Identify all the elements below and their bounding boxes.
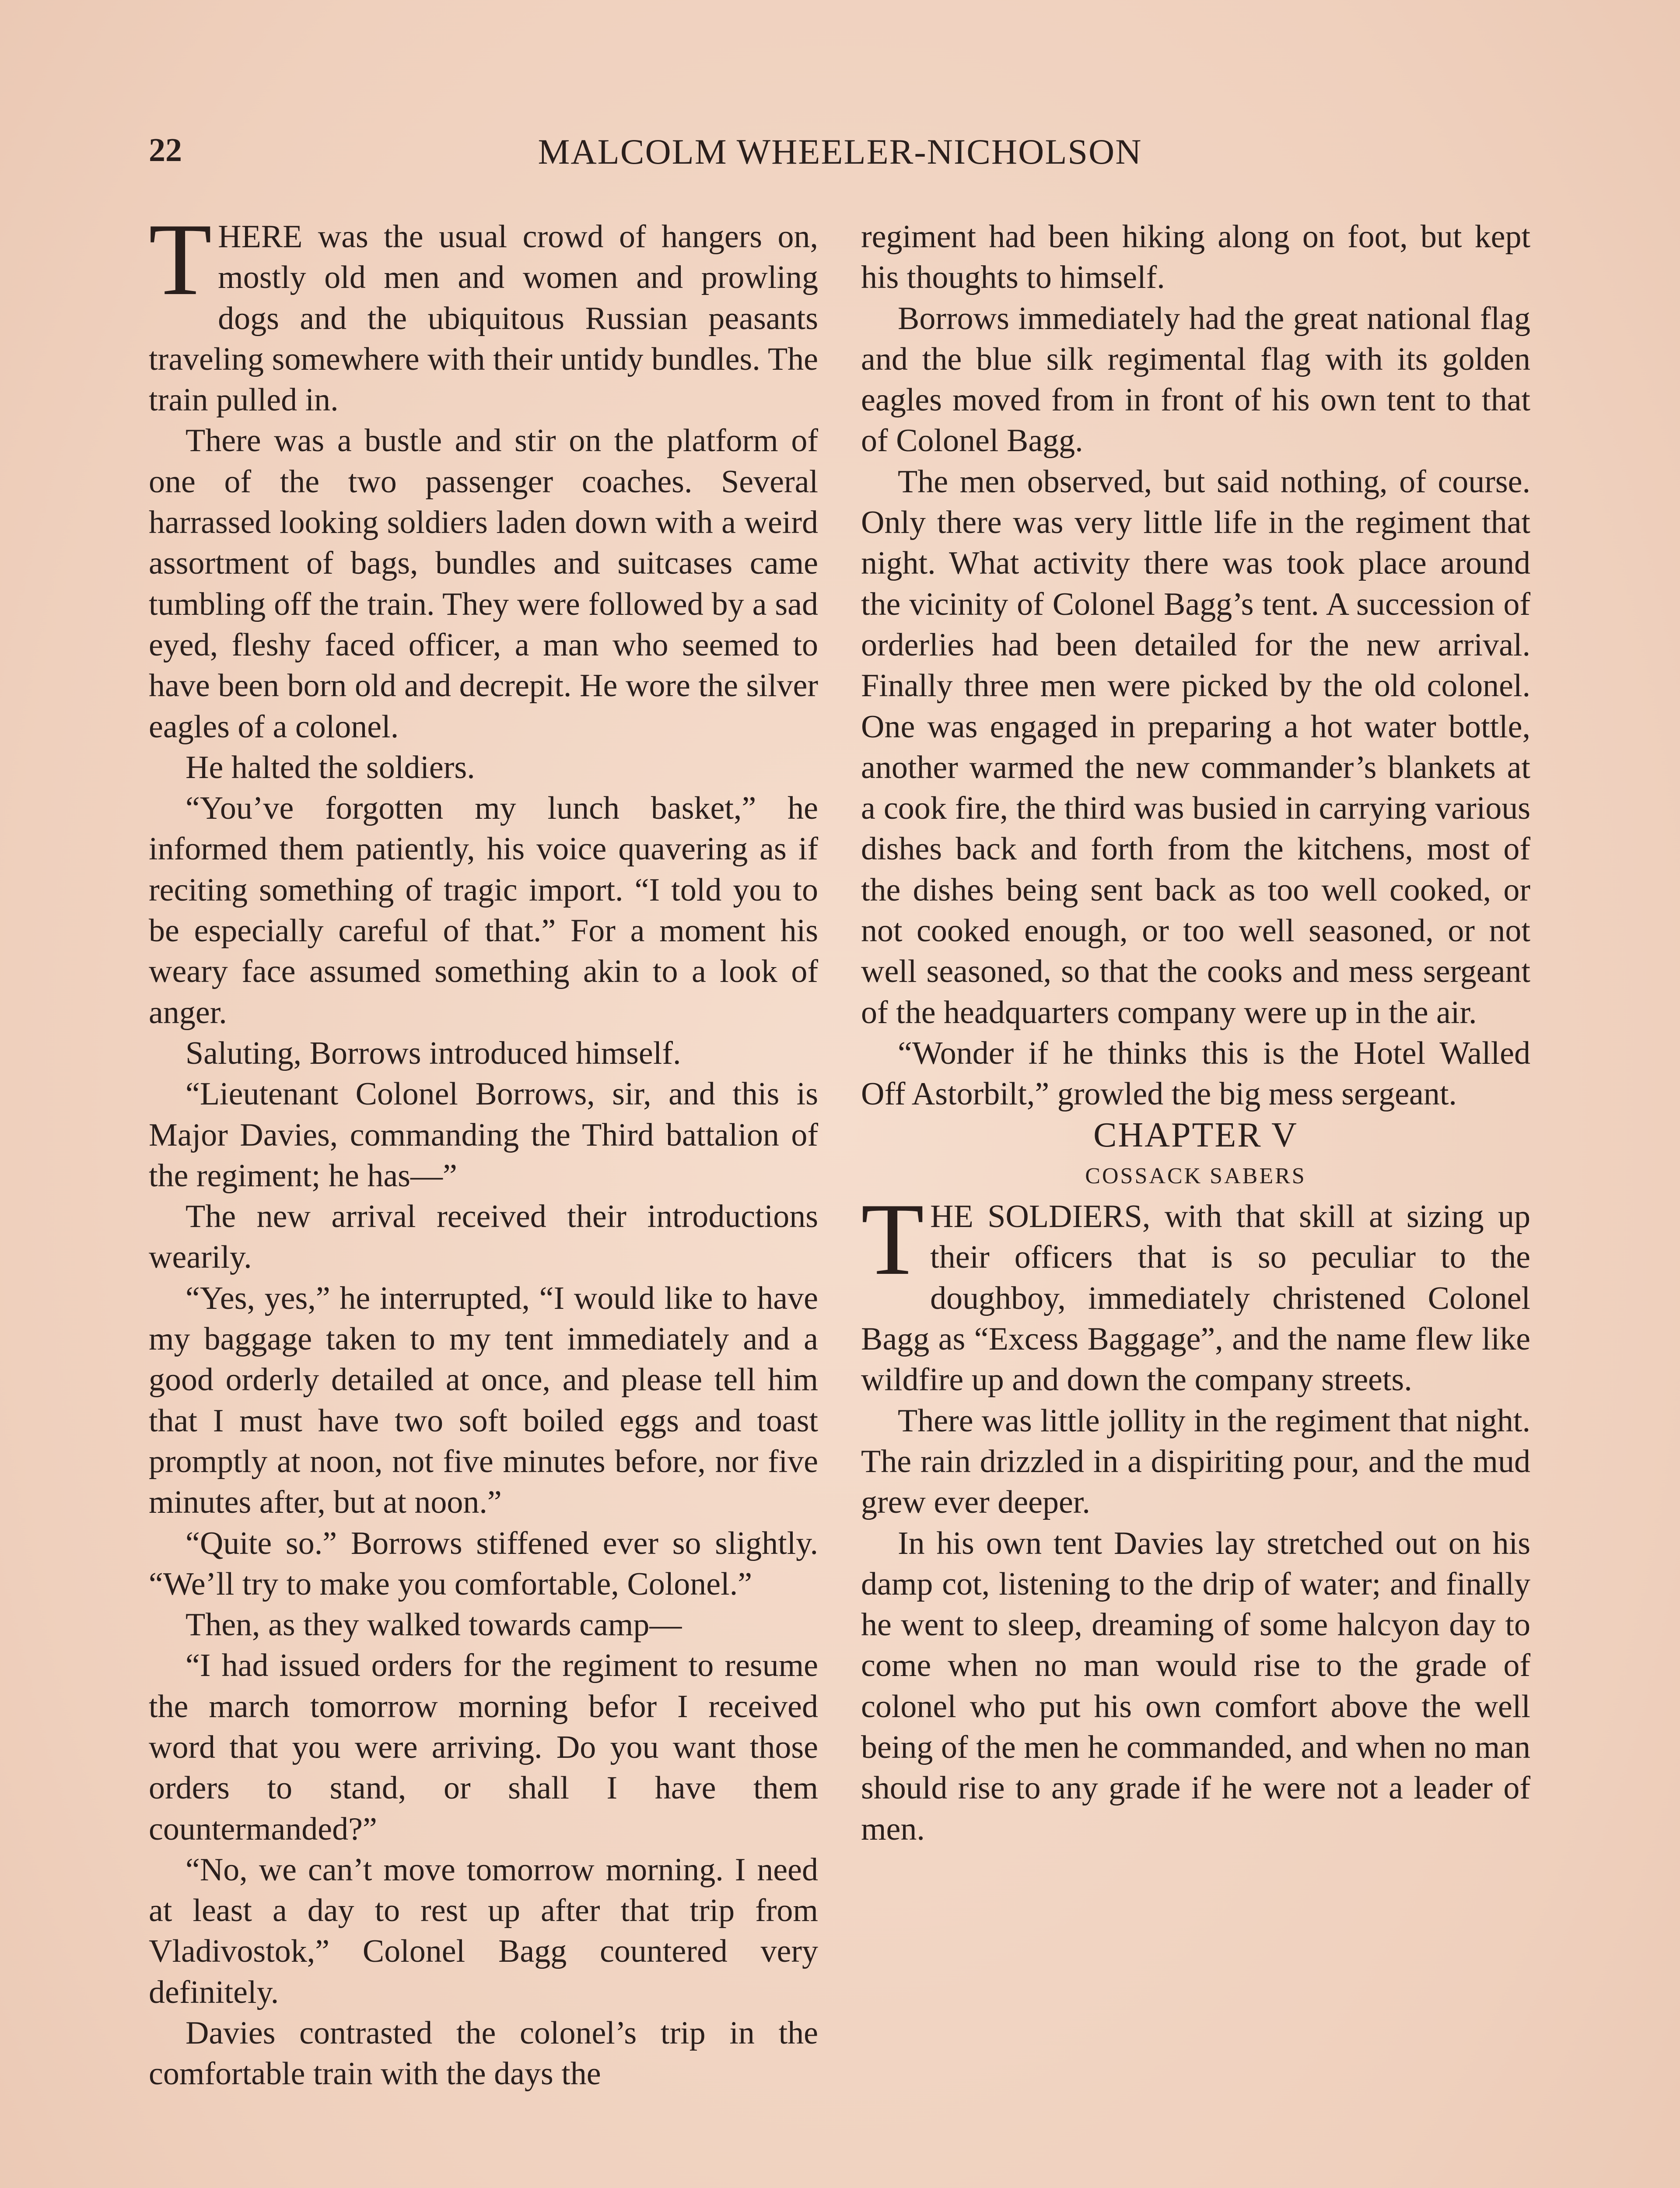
paragraph: There was little jollity in the regiment that night. The rain drizzled in a dispiriting pour, and the mud grew ever deeper.: [861, 1403, 1530, 1521]
chapter-title: CHAPTER V: [1093, 1115, 1298, 1154]
page-number: 22: [149, 132, 182, 168]
paragraph: There was a bustle and stir on the platform of one of the two passenger coaches. Several harrassed looking soldiers laden down with a weird assortment of bags, bundles and suitcases came tumbling off the train. They were followed by a sad eyed, fleshy faced officer, a man who seemed to have been born old and decrepit. He wore the silver eagles of a colonel.: [149, 423, 818, 745]
paragraph: “You’ve forgotten my lunch basket,” he informed them patiently, his voice quavering as if reciting something of tragic import. “I told you to be especially careful of that.” For a moment his weary face assumed something akin to a look of anger.: [149, 790, 818, 1031]
paragraph: “Wonder if he thinks this is the Hotel Walled Off Astorbilt,” growled the big mess sergeant.: [861, 1035, 1530, 1112]
paragraph: regiment had been hiking along on foot, but kept his thoughts to himself.: [861, 219, 1530, 296]
paragraph: Then, as they walked towards camp—: [186, 1607, 682, 1643]
paragraph: Borrows immediately had the great national flag and the blue silk regimental flag with its golden eagles moved from in front of his own tent to that of Colonel Bagg.: [861, 300, 1530, 459]
paragraph: “No, we can’t move tomorrow morning. I need at least a day to rest up after that trip from Vladivostok,” Colonel Bagg countered very definitely.: [149, 1851, 818, 2010]
left-column: [149, 203, 818, 2095]
paragraph: “Lieutenant Colonel Borrows, sir, and this is Major Davies, commanding the Third battalion of the regiment; he has—”: [149, 1076, 818, 1194]
page-header: [144, 131, 1536, 179]
paragraph: The men observed, but said nothing, of course. Only there was very little life in the regiment that night. What activity there was took place around the vicinity of Colonel Bagg’s tent. A succession of orderlies had been detailed for the new arrival. Finally three men were picked by the old colonel. One was engaged in preparing a hot water bottle, another warmed the new commander’s blankets at a cook fire, the third was busied in carrying various dishes back and forth from the kitchens, most of the dishes being sent back as too well cooked, or not cooked enough, or too well seasoned, or not well seasoned, so that the cooks and mess sergeant of the headquarters company were up in the air.: [861, 463, 1530, 1031]
paragraph: THERE was the usual crowd of hangers on, mostly old men and women and prowling dogs and the ubiquitous Russian peasants traveling somewhere with their untidy bundles. The train pulled in.: [149, 203, 818, 418]
paragraph: THE SOLDIERS, with that skill at sizing up their officers that is so peculiar to the doughboy, immediately christened Colonel Bagg as “Excess Baggage”, and the name flew like wildfire up and down the company streets.: [861, 1182, 1530, 1398]
paragraph: “I had issued orders for the regiment to resume the march tomorrow morning befor I received word that you were arriving. Do you want those orders to stand, or shall I have them countermanded?”: [149, 1648, 818, 1847]
paragraph: The new arrival received their introductions wearily.: [149, 1199, 818, 1276]
paragraph: He halted the soldiers.: [186, 749, 475, 785]
running-head: MALCOLM WHEELER-NICHOLSON: [538, 132, 1142, 172]
right-column: [861, 217, 1530, 1850]
paragraph: “Quite so.” Borrows stiffened ever so slightly. “We’ll try to make you comfortable, Colonel.”: [149, 1525, 818, 1602]
paragraph: Saluting, Borrows introduced himself.: [186, 1035, 681, 1071]
paragraph: In his own tent Davies lay stretched out on his damp cot, listening to the drip of water; and finally he went to sleep, dreaming of some halcyon day to come when no man would rise to the grade of colonel who put his own comfort above the well being of the men he commanded, and when no man should rise to any grade if he were not a leader of men.: [861, 1525, 1530, 1847]
paragraph: “Yes, yes,” he interrupted, “I would like to have my baggage taken to my tent immediately and a good orderly detailed at once, and please tell him that I must have two soft boiled eggs and toast promptly at noon, not five minutes before, nor five minutes after, but at noon.”: [149, 1280, 818, 1521]
paragraph: Davies contrasted the colonel’s trip in the comfortable train with the days the: [149, 2015, 818, 2092]
chapter-subtitle: COSSACK SABERS: [1085, 1163, 1306, 1189]
